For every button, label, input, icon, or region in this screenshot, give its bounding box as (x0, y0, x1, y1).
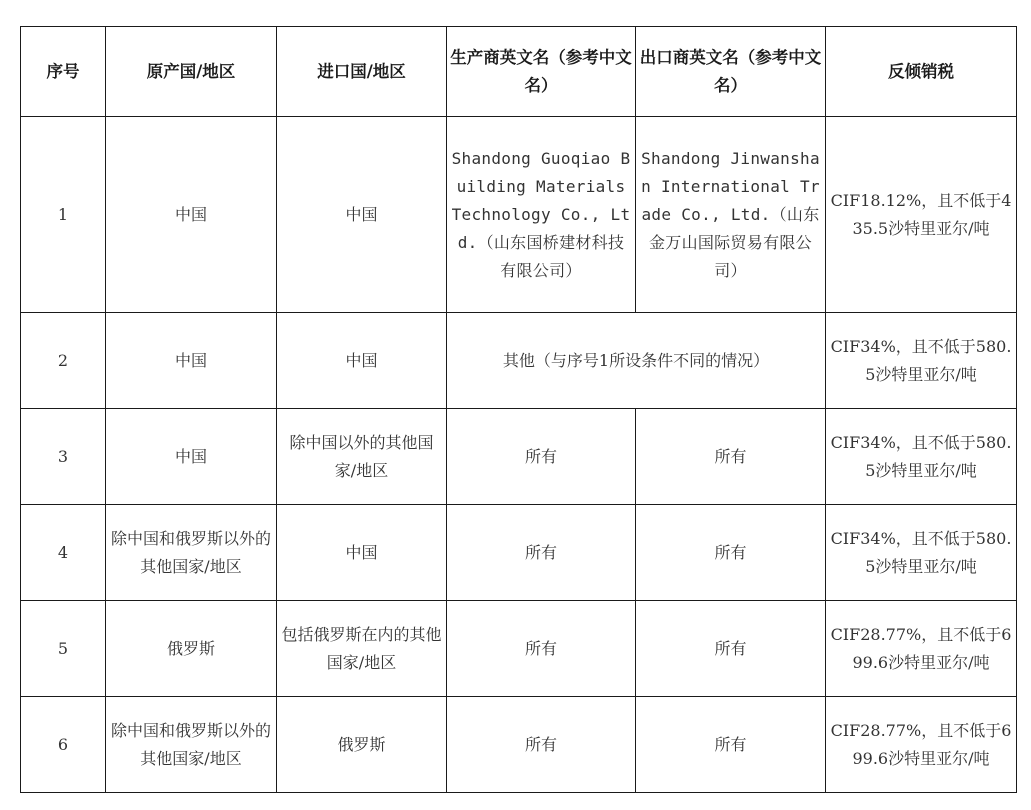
cell-import: 俄罗斯 (277, 697, 447, 793)
cell-seq: 1 (21, 117, 106, 313)
cell-origin: 中国 (106, 409, 277, 505)
cell-import: 中国 (277, 117, 447, 313)
cell-seq: 6 (21, 697, 106, 793)
cell-origin: 除中国和俄罗斯以外的其他国家/地区 (106, 697, 277, 793)
cell-origin: 中国 (106, 117, 277, 313)
table-row (21, 505, 1017, 601)
cell-seq: 5 (21, 601, 106, 697)
cell-duty: CIF18.12%，且不低于435.5沙特里亚尔/吨 (826, 117, 1017, 313)
cell-duty: CIF28.77%，且不低于699.6沙特里亚尔/吨 (826, 697, 1017, 793)
cell-exporter: 所有 (636, 697, 826, 793)
table-row (21, 117, 1017, 313)
cell-origin: 除中国和俄罗斯以外的其他国家/地区 (106, 505, 277, 601)
cell-exporter: 所有 (636, 601, 826, 697)
cell-import: 除中国以外的其他国家/地区 (277, 409, 447, 505)
header-import: 进口国/地区 (277, 27, 447, 117)
cell-seq: 2 (21, 313, 106, 409)
table-row (21, 697, 1017, 793)
table-row (21, 313, 1017, 409)
cell-origin: 中国 (106, 313, 277, 409)
anti-dumping-duty-table (20, 26, 1017, 793)
table-row (21, 409, 1017, 505)
cell-exporter: Shandong Jinwanshan International Trade Co., Ltd.（山东金万山国际贸易有限公司） (636, 117, 826, 313)
cell-duty: CIF34%，且不低于580.5沙特里亚尔/吨 (826, 313, 1017, 409)
cell-producer: Shandong Guoqiao Building Materials Technology Co., Ltd.（山东国桥建材科技有限公司） (447, 117, 636, 313)
header-origin: 原产国/地区 (106, 27, 277, 117)
header-seq: 序号 (21, 27, 106, 117)
table-row (21, 601, 1017, 697)
cell-import: 包括俄罗斯在内的其他国家/地区 (277, 601, 447, 697)
cell-seq: 4 (21, 505, 106, 601)
cell-producer: 所有 (447, 601, 636, 697)
cell-producer: 所有 (447, 505, 636, 601)
cell-duty: CIF34%，且不低于580.5沙特里亚尔/吨 (826, 505, 1017, 601)
cell-other-cases: 其他（与序号1所设条件不同的情况） (447, 313, 826, 409)
table-header-row (21, 27, 1017, 117)
header-producer: 生产商英文名（参考中文名） (447, 27, 636, 117)
header-exporter: 出口商英文名（参考中文名） (636, 27, 826, 117)
cell-producer: 所有 (447, 697, 636, 793)
cell-seq: 3 (21, 409, 106, 505)
cell-import: 中国 (277, 505, 447, 601)
header-duty: 反倾销税 (826, 27, 1017, 117)
cell-producer: 所有 (447, 409, 636, 505)
cell-origin: 俄罗斯 (106, 601, 277, 697)
cell-exporter: 所有 (636, 505, 826, 601)
cell-exporter: 所有 (636, 409, 826, 505)
cell-import: 中国 (277, 313, 447, 409)
cell-duty: CIF28.77%，且不低于699.6沙特里亚尔/吨 (826, 601, 1017, 697)
cell-duty: CIF34%，且不低于580.5沙特里亚尔/吨 (826, 409, 1017, 505)
